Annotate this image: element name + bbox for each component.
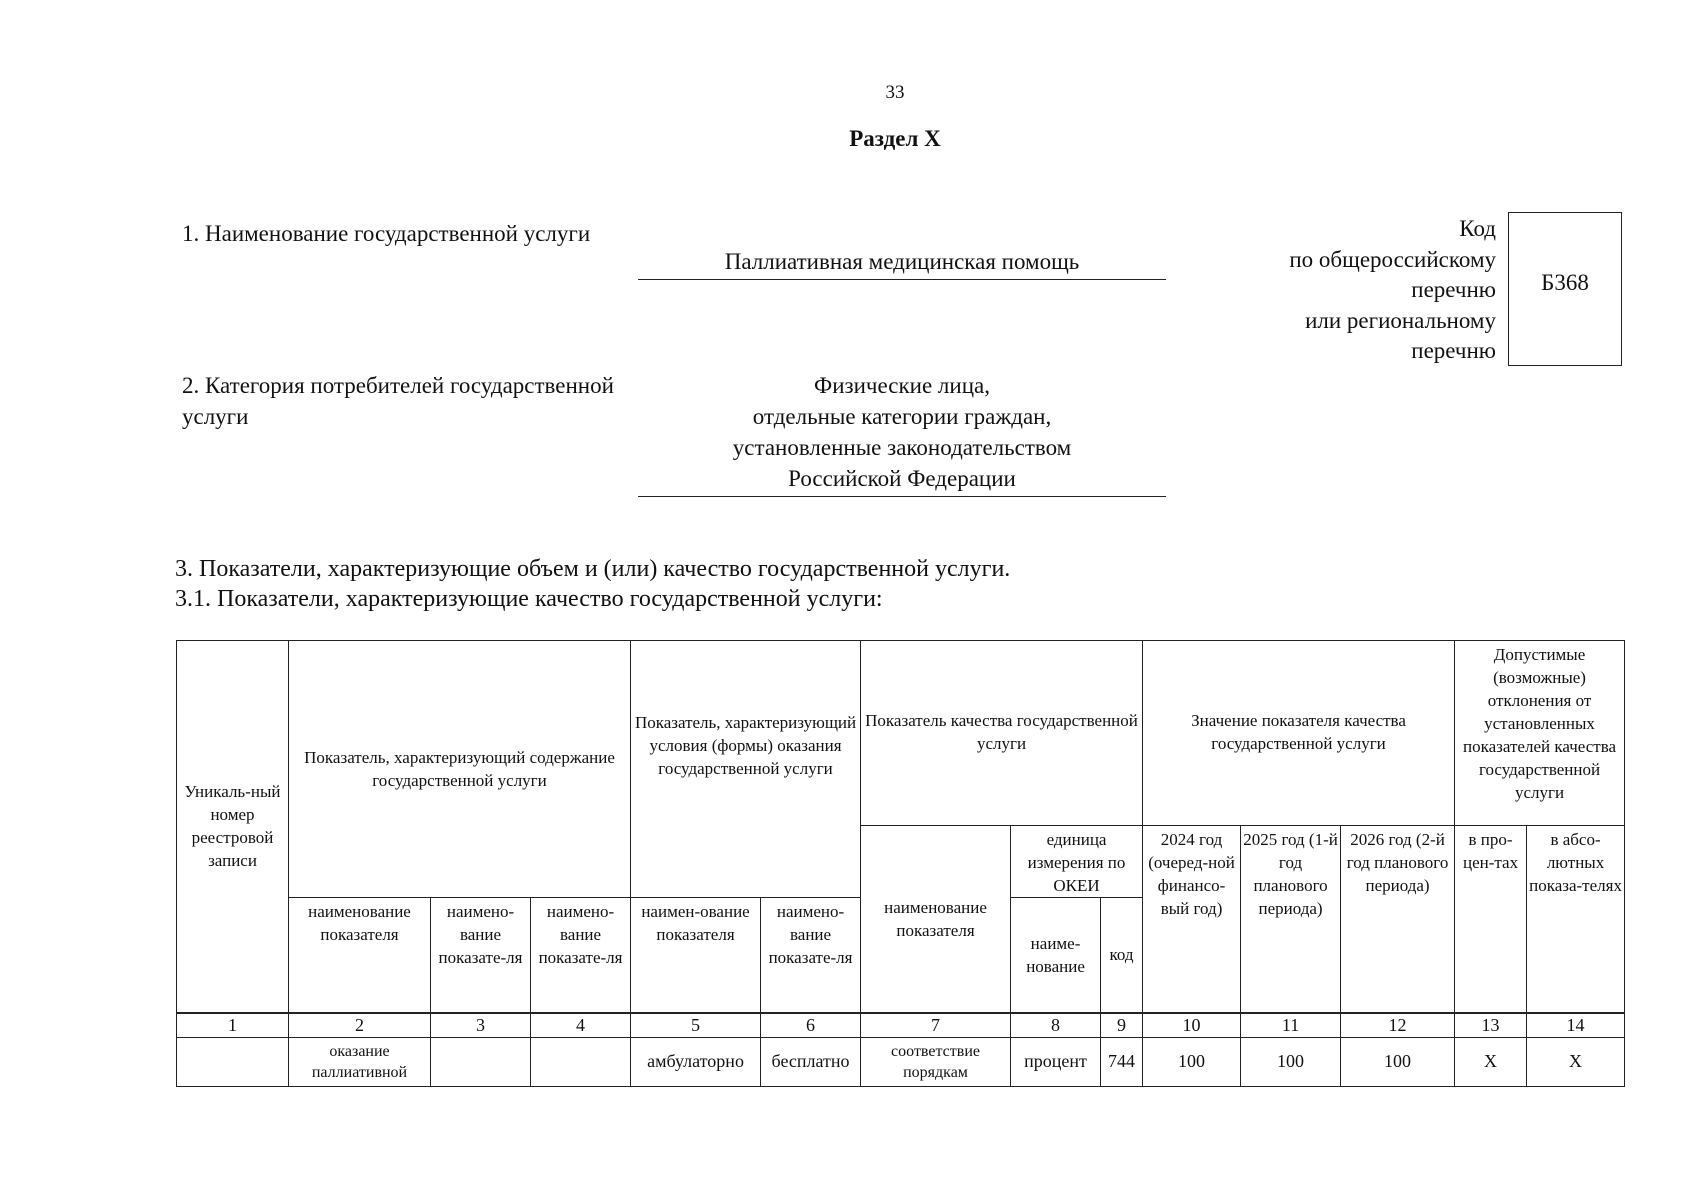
quality-indicators-table (176, 640, 1625, 1087)
header-text: наимено-вание показате-ля (438, 902, 523, 967)
heading-quality-indicators: 3.1. Показатели, характеризующие качество государственной услуги: (175, 586, 883, 612)
header-quality-name (861, 826, 1011, 1013)
service-name-label: 1. Наименование государственной услуги (182, 221, 591, 246)
cell-value-2025: 100 (1241, 1037, 1341, 1086)
header-conditions-group (631, 641, 861, 898)
header-text: Значение показателя качества государственной услуги (1191, 711, 1406, 753)
section-title: Раздел X (849, 126, 941, 151)
header-content-col-1 (289, 898, 431, 1013)
cell-value-2024: 100 (1143, 1037, 1241, 1086)
header-text: в про-цен-тах (1462, 830, 1519, 872)
column-number: 12 (1341, 1013, 1455, 1038)
cell-unit-code: 744 (1101, 1037, 1143, 1086)
code-label-line: перечню (1411, 277, 1496, 302)
page-number: 33 (885, 82, 905, 103)
column-number: 10 (1143, 1013, 1241, 1038)
header-unit (1011, 826, 1143, 898)
header-unit-name (1011, 898, 1101, 1013)
cell-deviation-percent: X (1455, 1037, 1527, 1086)
code-label-line: по общероссийскому (1289, 246, 1496, 272)
consumer-line: установленные законодательством (732, 435, 1072, 460)
header-year-2024 (1143, 826, 1241, 1013)
header-quality-group (861, 641, 1143, 826)
header-text: Показатель, характеризующий содержание государственной услуги (304, 748, 615, 790)
header-deviations-group (1455, 641, 1625, 826)
column-number-row (177, 1013, 1625, 1038)
header-deviation-percent (1455, 826, 1527, 1013)
code-label-line: или региональному (1305, 307, 1496, 333)
column-number: 14 (1527, 1013, 1625, 1038)
cell-value-2026: 100 (1341, 1037, 1455, 1086)
header-text: наимен-ование показателя (641, 902, 750, 944)
column-number: 2 (289, 1013, 431, 1038)
column-number: 5 (631, 1013, 761, 1038)
column-number: 11 (1241, 1013, 1341, 1038)
header-values-group (1143, 641, 1455, 826)
consumer-line: Российской Федерации (788, 466, 1016, 491)
code-value: Б368 (1541, 270, 1589, 295)
header-content-group (289, 641, 631, 898)
header-text: наимено-вание показате-ля (538, 902, 623, 967)
column-number: 3 (431, 1013, 531, 1038)
header-year-2025 (1241, 826, 1341, 1013)
cell-conditions-2: бесплатно (761, 1037, 861, 1086)
header-text: Показатель, характеризующий условия (формы) оказания государственной услуги (634, 713, 857, 778)
header-text: наименование показателя (308, 902, 411, 944)
code-label-line: Код (1459, 216, 1496, 241)
column-number: 1 (177, 1013, 289, 1038)
column-number: 4 (531, 1013, 631, 1038)
header-deviation-absolute (1527, 826, 1625, 1013)
header-text: единица измерения по ОКЕИ (1027, 830, 1126, 895)
header-text: наимено-вание показате-ля (768, 902, 853, 967)
header-text: Показатель качества государственной услуги (865, 711, 1138, 753)
header-text: наименование показателя (884, 897, 987, 940)
header-text: наиме-нование (1026, 933, 1085, 976)
consumer-category-label: 2. Категория потребителей государственной услуги (182, 373, 614, 429)
code-label-line: перечню (1411, 338, 1496, 363)
header-text: Уникаль-ный номер реестровой записи (184, 782, 281, 871)
header-conditions-col-2 (761, 898, 861, 1013)
header-unit-code (1101, 898, 1143, 1013)
heading-indicators: 3. Показатели, характеризующие объем и (или) качество государственной услуги. (175, 556, 1011, 582)
column-number: 13 (1455, 1013, 1527, 1038)
cell-content-2 (431, 1037, 531, 1086)
column-number: 6 (761, 1013, 861, 1038)
cell-content-1: оказание паллиативной (289, 1037, 431, 1086)
code-label (1180, 214, 1496, 367)
consumer-category-value (638, 370, 1166, 497)
code-box (1508, 212, 1622, 366)
column-number: 9 (1101, 1013, 1143, 1038)
cell-content-3 (531, 1037, 631, 1086)
header-content-col-3 (531, 898, 631, 1013)
header-text: Допустимые (возможные) отклонения от установленных показателей качества государственной услуги (1463, 645, 1617, 802)
cell-deviation-absolute: X (1527, 1037, 1625, 1086)
table-row (177, 1037, 1625, 1086)
header-text: 2026 год (2-й год планового периода) (1346, 830, 1449, 895)
consumer-line: Физические лица, (814, 373, 990, 398)
cell-unit-name: процент (1011, 1037, 1101, 1086)
header-text: 2025 год (1-й год планового периода) (1243, 830, 1338, 918)
header-text: код (1109, 945, 1134, 965)
header-year-2026 (1341, 826, 1455, 1013)
header-conditions-col-1 (631, 898, 761, 1013)
header-text: в абсо-лютных показа-телях (1529, 830, 1622, 895)
header-text: 2024 год (очеред-ной финансо-вый год) (1148, 830, 1235, 918)
service-name-value: Паллиативная медицинская помощь (638, 246, 1166, 280)
column-number: 8 (1011, 1013, 1101, 1038)
column-number: 7 (861, 1013, 1011, 1038)
cell-conditions-1: амбулаторно (631, 1037, 761, 1086)
header-content-col-2 (431, 898, 531, 1013)
cell-unique-number (177, 1037, 289, 1086)
cell-quality-name: соответствие порядкам (861, 1037, 1011, 1086)
header-unique-number (177, 641, 289, 1013)
consumer-line: отдельные категории граждан, (752, 404, 1052, 429)
